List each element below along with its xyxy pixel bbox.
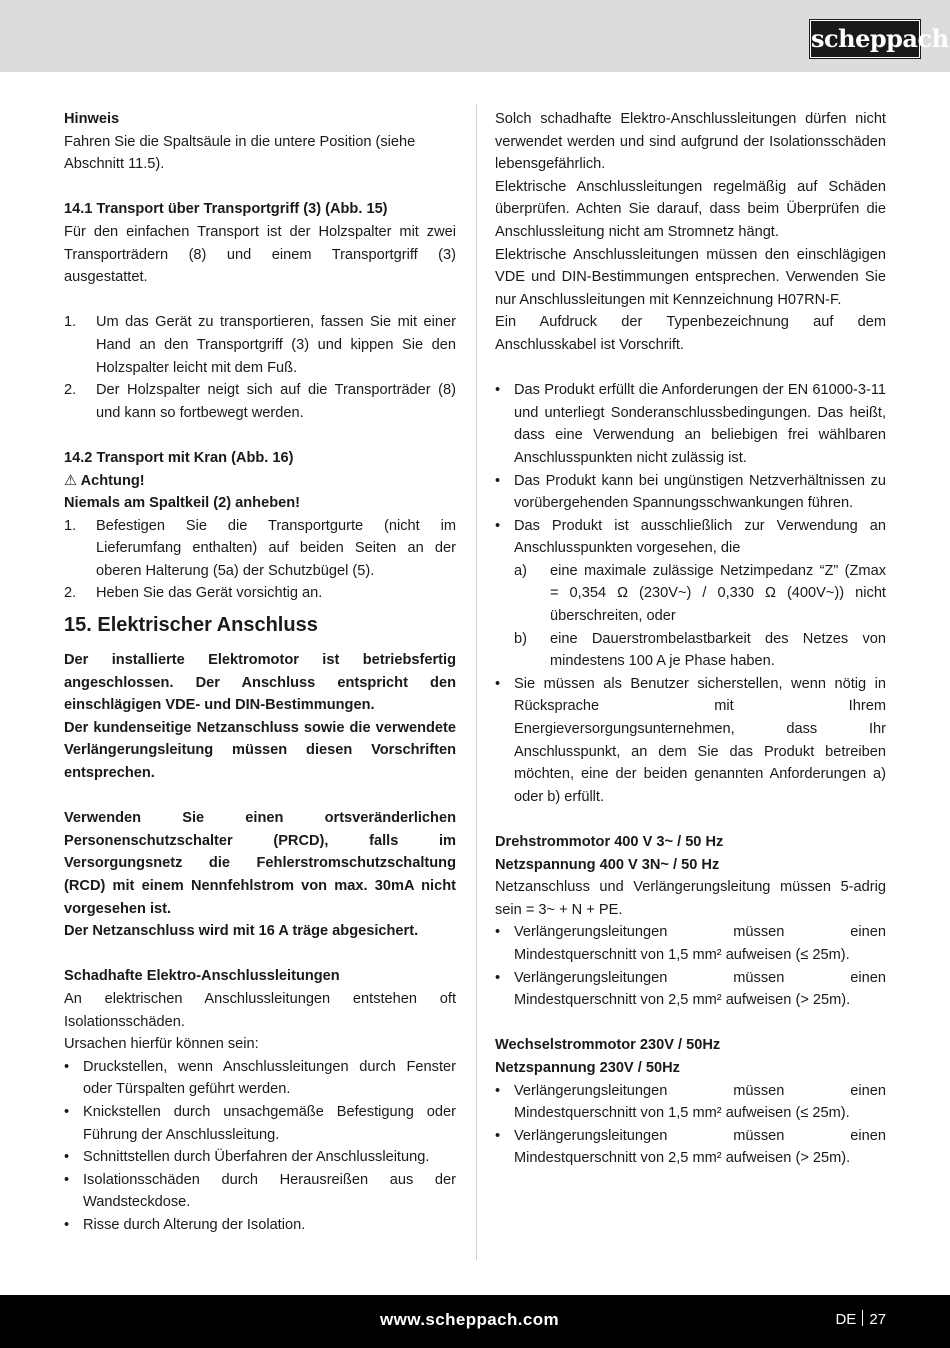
sub-item-text: eine Dauerstrombelastbarkeit des Netzes von mindestens 100 A je Phase haben. xyxy=(550,630,886,670)
schadhafte-text: Ursachen hierfür können sein: xyxy=(64,1036,259,1053)
section-14-2-title: 14.2 Transport mit Kran (Abb. 16) xyxy=(64,449,294,466)
list-item: • Das Produkt ist ausschließlich zur Verwendung an Anschlusspunkten vorgesehen, die a) eine maximale zulässige Netzimpedanz “Z” (Zmax = 0,354 Ω (230V~) / 0,330 Ω (400V~)) nicht überschreiten, oder b) eine Dauerstrombelastbarkeit des Netzes von mindestens 100 A je Phase haben. xyxy=(495,515,886,673)
sub-item xyxy=(514,628,886,673)
step-number: 2. xyxy=(64,382,77,399)
list-item: • Verlängerungsleitungen müssen einen Mindestquerschnitt von 1,5 mm² aufweisen (≤ 25m). xyxy=(495,1082,886,1122)
bullet-text: Verlängerungsleitungen müssen einen Mindestquerschnitt von 2,5 mm² aufweisen (> 25m). xyxy=(514,1127,886,1167)
bullet-text: Das Produkt erfüllt die Anforderungen der EN 61000-3-11 und unterliegt Sonderanschlussbedingungen. Das heißt, dass eine Verwendung an beliebigen frei wählbaren Anschlusspunkten nicht zulässig ist. xyxy=(514,382,886,466)
sub-list xyxy=(514,560,886,673)
bullet-text: Schnittstellen durch Überfahren der Anschlussleitung. xyxy=(83,1149,430,1166)
list-item xyxy=(64,582,456,605)
list-item: • Verlängerungsleitungen müssen einen Mindestquerschnitt von 2,5 mm² aufweisen (> 25m). xyxy=(495,1127,886,1167)
step-number: 1. xyxy=(64,314,77,331)
section-15-paragraph: Der Netzanschluss wird mit 16 A träge abgesichert. xyxy=(64,923,419,940)
warning-text: Niemals am Spaltkeil (2) anheben! xyxy=(64,495,301,512)
bullet-text: Verlängerungsleitungen müssen einen Mindestquerschnitt von 2,5 mm² aufweisen (> 25m). xyxy=(514,969,886,1009)
website-link[interactable]: www.scheppach.com xyxy=(380,1310,560,1329)
section-15-paragraph: Verwenden Sie einen ortsveränderlichen Personenschutzschalter (PRCD), falls im Versorgungsnetz die Fehlerstromschutzschaltung (RCD) mit einem Nennfehlstrom von max. 30mA nicht vorgesehen ist. xyxy=(64,810,456,917)
drehstrom-bullets xyxy=(495,921,886,1011)
bullet-text: Risse durch Alterung der Isolation. xyxy=(83,1216,306,1233)
language-code: DE xyxy=(835,1311,857,1328)
bullet-text: Isolationsschäden durch Herausreißen aus der Wandsteckdose. xyxy=(83,1171,456,1211)
paragraph: Elektrische Anschlussleitungen müssen den einschlägigen VDE und DIN-Bestimmungen entsprechen. Verwenden Sie nur Anschlussleitungen mit Kennzeichnung H07RN-F. xyxy=(495,246,886,308)
list-item xyxy=(64,311,456,379)
step-number: 1. xyxy=(64,517,77,534)
paragraph: Solch schadhafte Elektro-Anschlussleitungen dürfen nicht verwendet werden und sind aufgrund der Isolationsschäden lebensgefährlich. xyxy=(495,111,886,173)
section-14-2-steps xyxy=(64,515,456,605)
sub-item-label: b) xyxy=(514,630,527,647)
bullet-text: Knickstellen durch unsachgemäße Befestigung oder Führung der Anschlussleitung. xyxy=(83,1103,456,1143)
list-item: • Risse durch Alterung der Isolation. xyxy=(64,1216,306,1233)
bullet-text: Verlängerungsleitungen müssen einen Mindestquerschnitt von 1,5 mm² aufweisen (≤ 25m). xyxy=(514,1082,886,1122)
sub-item xyxy=(514,560,886,628)
requirements-bullets xyxy=(495,379,886,808)
page-number-value: 27 xyxy=(869,1311,886,1328)
step-text: Befestigen Sie die Transportgurte (nicht im Lieferumfang enthalten) auf beiden Seiten an der oberen Halterung (5a) der Schutzbügel (5). xyxy=(96,517,456,579)
left-column xyxy=(64,108,456,1237)
scheppach-logo: scheppach xyxy=(810,20,920,58)
wechselstrom-subtitle: Netzspannung 230V / 50Hz xyxy=(495,1059,680,1076)
list-item: • Das Produkt erfüllt die Anforderungen der EN 61000-3-11 und unterliegt Sonderanschlussbedingungen. Das heißt, dass eine Verwendung an beliebigen frei wählbaren Anschlusspunkten nicht zulässig ist. xyxy=(495,382,886,466)
list-item xyxy=(64,515,456,583)
column-divider xyxy=(476,104,477,1260)
step-text: Der Holzspalter neigt sich auf die Transporträder (8) und kann so fortbewegt werden. xyxy=(96,382,456,421)
list-item: • Isolationsschäden durch Herausreißen aus der Wandsteckdose. xyxy=(64,1171,456,1211)
section-15-paragraph: Der installierte Elektromotor ist betriebsfertig angeschlossen. Der Anschluss entspricht den einschlägigen VDE- und DIN-Bestimmungen. xyxy=(64,652,456,714)
sub-item-text: eine maximale zulässige Netzimpedanz “Z” (Zmax = 0,354 Ω (230V~) / 0,330 Ω (400V~)) nicht überschreiten, oder xyxy=(550,562,886,625)
schadhafte-text: An elektrischen Anschlussleitungen entstehen oft Isolationsschäden. xyxy=(64,990,456,1030)
step-text: Um das Gerät zu transportieren, fassen Sie mit einer Hand an den Transportgriff (3) und kippen Sie den Holzspalter leicht mit dem Fuß. xyxy=(96,314,456,376)
page-number xyxy=(835,1309,886,1331)
list-item: • Schnittstellen durch Überfahren der Anschlussleitung. xyxy=(64,1149,430,1166)
bullet-text: Sie müssen als Benutzer sicherstellen, wenn nötig in Rücksprache mit Ihrem Energieversorgungsunternehmen, dass Ihr Anschlusspunkt, an dem Sie das Produkt betreiben möchten, eine der beiden genannten Anforderungen a) oder b) erfüllt. xyxy=(514,675,886,805)
paragraph: Ein Aufdruck der Typenbezeichnung auf dem Anschlusskabel ist Vorschrift. xyxy=(495,314,886,353)
header-bar xyxy=(0,0,950,72)
list-item: • Verlängerungsleitungen müssen einen Mindestquerschnitt von 1,5 mm² aufweisen (≤ 25m). xyxy=(495,924,886,963)
section-15-paragraph: Der kundenseitige Netzanschluss sowie die verwendete Verlängerungsleitung müssen diesen Vorschriften entsprechen. xyxy=(64,719,456,782)
wechselstrom-title: Wechselstrommotor 230V / 50Hz xyxy=(495,1037,721,1054)
hinweis-title: Hinweis xyxy=(64,111,120,127)
wechselstrom-bullets xyxy=(495,1080,886,1170)
paragraph: Elektrische Anschlussleitungen regelmäßig auf Schäden überprüfen. Achten Sie darauf, dass beim Überprüfen die Anschlussleitung nicht am Stromnetz hängt. xyxy=(495,178,886,240)
section-14-1-title: 14.1 Transport über Transportgriff (3) (Abb. 15) xyxy=(64,201,388,218)
bullet-text: Verlängerungsleitungen müssen einen Mindestquerschnitt von 1,5 mm² aufweisen (≤ 25m). xyxy=(514,924,886,963)
warning-label: ⚠ Achtung! xyxy=(64,472,145,489)
step-number: 2. xyxy=(64,585,77,602)
drehstrom-title: Drehstrommotor 400 V 3~ / 50 Hz xyxy=(495,834,724,850)
schadhafte-title: Schadhafte Elektro-Anschlussleitungen xyxy=(64,968,340,985)
section-15-title: 15. Elektrischer Anschluss xyxy=(64,614,318,637)
list-item: • Druckstellen, wenn Anschlussleitungen durch Fenster oder Türspalten geführt werden. xyxy=(64,1058,456,1098)
bullet-text: Druckstellen, wenn Anschlussleitungen durch Fenster oder Türspalten geführt werden. xyxy=(83,1058,456,1098)
list-item: • Sie müssen als Benutzer sicherstellen, wenn nötig in Rücksprache mit Ihrem Energieversorgungsunternehmen, dass Ihr Anschlusspunkt, an dem Sie das Produkt betreiben möchten, eine der beiden genannten Anforderungen a) oder b) erfüllt. xyxy=(495,675,886,805)
list-item xyxy=(64,379,456,424)
bullet-text: Das Produkt kann bei ungünstigen Netzverhältnissen zu vorübergehenden Spannungsschwankungen führen. xyxy=(514,472,886,512)
drehstrom-text: Netzanschluss und Verlängerungsleitung müssen 5-adrig sein = 3~ + N + PE. xyxy=(495,879,886,918)
right-column xyxy=(495,108,886,1170)
section-14-1-steps xyxy=(64,311,456,424)
schadhafte-bullets xyxy=(64,1056,456,1237)
list-item: • Knickstellen durch unsachgemäße Befestigung oder Führung der Anschlussleitung. xyxy=(64,1103,456,1143)
list-item: • Verlängerungsleitungen müssen einen Mindestquerschnitt von 2,5 mm² aufweisen (> 25m). xyxy=(495,969,886,1009)
list-item: • Das Produkt kann bei ungünstigen Netzverhältnissen zu vorübergehenden Spannungsschwankungen führen. xyxy=(495,472,886,512)
separator xyxy=(862,1310,863,1326)
sub-item-label: a) xyxy=(514,562,527,579)
bullet-text: Das Produkt ist ausschließlich zur Verwendung an Anschlusspunkten vorgesehen, die xyxy=(514,517,886,557)
section-14-1-text: Für den einfachen Transport ist der Holzspalter mit zwei Transporträdern (8) und einem Transportgriff (3) ausgestattet. xyxy=(64,223,456,286)
hinweis-text: Fahren Sie die Spaltsäule in die untere Position (siehe Abschnitt 11.5). xyxy=(64,133,416,173)
step-text: Heben Sie das Gerät vorsichtig an. xyxy=(96,585,323,602)
footer-bar xyxy=(0,1295,950,1348)
drehstrom-subtitle: Netzspannung 400 V 3N~ / 50 Hz xyxy=(495,856,720,873)
